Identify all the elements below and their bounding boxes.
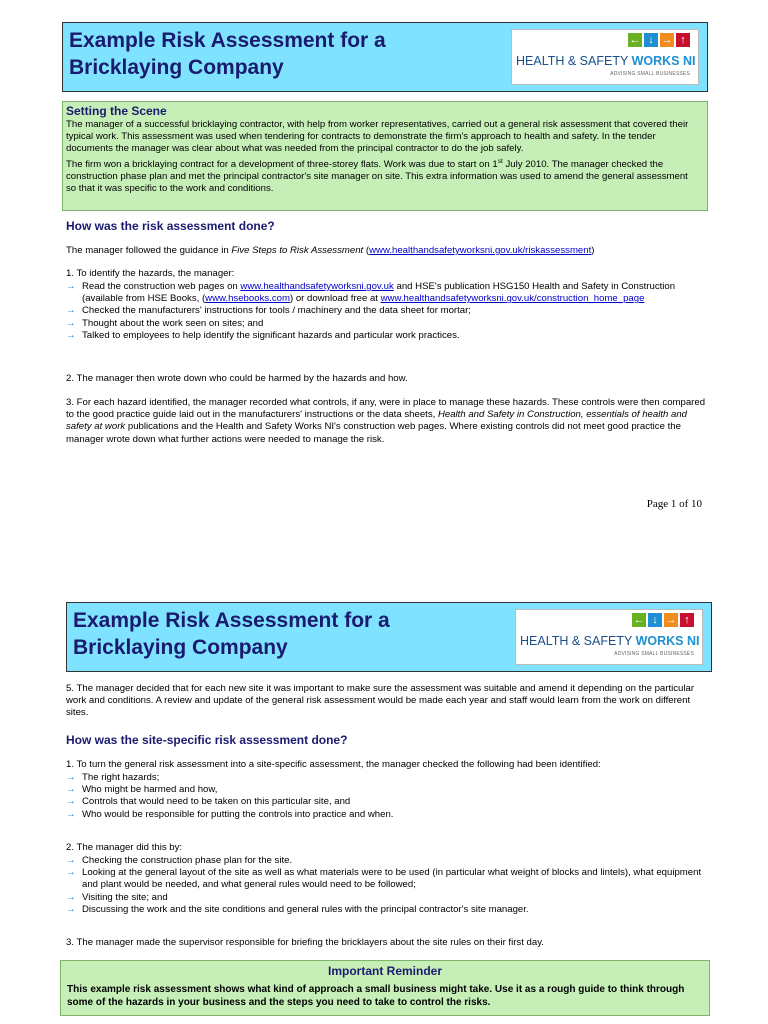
arrow-right-icon: →	[661, 34, 673, 46]
arrow-bullet-icon: →	[66, 867, 76, 879]
step-2-text: 2. The manager then wrote down who could be harmed by the hazards and how.	[66, 373, 408, 384]
site-step-3-text: 3. The manager made the supervisor responsible for briefing the bricklayers about the site rules on their first day.	[66, 937, 544, 948]
site-step-1-intro: 1. To turn the general risk assessment into a site-specific assessment, the manager checked the following had been identified:	[66, 759, 601, 770]
scene-paragraph-1: The manager of a successful bricklaying contractor, with help from worker representatives, carried out a general risk assessment that covered their typical work. This assessment was used when tendering for contracts to demonstrate the firm's approach to health and safety. In the tender documents the manager was clear about what was needed from the principal contractor to do the job safely.	[66, 119, 689, 155]
step-3-text: 3. For each hazard identified, the manager recorded what controls, if any, were in place to manage these hazards. These controls were then compared to the good practice guide laid out in the manufacturers' instructions or the data sheets, Health and Safety in Construction, essentials of health and safety at work publications and the Health and Safety Works NI's construction web pages. Where existing controls did not meet good practice the manager wrote down what further actions were needed to manage the risk.	[66, 397, 706, 445]
arrow-bullet-icon: →	[66, 808, 76, 820]
risk-assessment-link[interactable]: www.healthandsafetyworksni.gov.uk/riskassessment	[369, 245, 592, 256]
arrow-right-icon: →	[665, 614, 677, 626]
construction-home-link[interactable]: www.healthandsafetyworksni.gov.uk/construction_home_page	[380, 293, 645, 305]
arrow-bullet-icon: →	[66, 891, 76, 903]
list-item: → Discussing the work and the site conditions and general rules with the principal contractor's site manager.	[66, 903, 529, 915]
document-title: Example Risk Assessment for a Bricklaying Company	[69, 29, 386, 79]
reminder-text: This example risk assessment shows what kind of approach a small business might take. Use it as a rough guide to think through some of the hazards in your business and the steps you need to take to control the risks.	[67, 984, 685, 1008]
arrow-down-icon: ↓	[644, 33, 658, 47]
arrow-bullet-icon: →	[66, 772, 76, 783]
reminder-title: Important Reminder	[327, 964, 442, 978]
list-item: → Controls that would need to be taken on this particular site, and	[66, 796, 351, 808]
logo-wordmark: HEALTH & SAFETY WORKS NI	[516, 54, 696, 68]
setting-the-scene-box	[62, 101, 708, 211]
step-5-text: 5. The manager decided that for each new site it was important to make sure the assessment was suitable and amend it depending on the particular work and conditions. A review and update of the general risk assessment would be made each year and staff would learn from the work on different sites.	[66, 683, 695, 719]
list-item: → Who might be harmed and how,	[66, 784, 218, 796]
arrow-left-icon: ←	[633, 614, 645, 626]
list-item: → Looking at the general layout of the site as well as what materials were to be used (in particular what weight of blocks and lintels), what equipment and plant would be needed, and what general rules would need to be followed;	[66, 867, 702, 891]
list-item: → Checked the manufacturers' instructions for tools / machinery and the data sheet for mortar;	[66, 305, 471, 317]
scene-paragraph-2: The firm won a bricklaying contract for a development of three-storey flats. Work was due to start on 1st July 2010. The manager checked the construction phase plan and met the principal contractor's site manager on site. This extra information was used to amend the general assessment so that it was specific to the work and conditions.	[66, 157, 688, 195]
hsebooks-link[interactable]: www.hsebooks.com	[205, 293, 290, 305]
list-item: → Talked to employees to help identify the significant hazards and particular work practices.	[66, 329, 460, 341]
arrow-left-icon: ←	[629, 34, 641, 46]
guidance-line: The manager followed the guidance in Five Steps to Risk Assessment (www.healthandsafetyworksni.gov.uk/riskassessment)	[66, 245, 595, 256]
arrow-down-icon: ↓	[648, 613, 662, 627]
how-assessment-done-heading: How was the risk assessment done?	[66, 219, 275, 233]
site-step-2-intro: 2. The manager did this by:	[66, 842, 183, 853]
logo-tagline: ADVISING SMALL BUSINESSES	[610, 71, 690, 77]
arrow-bullet-icon: →	[66, 329, 76, 341]
list-item: → Read the construction web pages on www.healthandsafetyworksni.gov.uk and HSE's publication HSG150 Health and Safety in Construction (available from HSE Books, (www.hsebooks.com) or download free at www.healthandsafetyworksni.gov.uk/construction_home_page	[66, 281, 676, 305]
site-actions-list	[66, 855, 708, 916]
arrow-bullet-icon: →	[66, 305, 76, 317]
arrow-bullet-icon: →	[66, 784, 76, 796]
list-item: → The right hazards;	[66, 772, 160, 783]
arrow-bullet-icon: →	[66, 855, 76, 866]
list-item: → Visiting the site; and	[66, 891, 168, 903]
logo-arrows	[628, 33, 690, 47]
scene-heading: Setting the Scene	[66, 104, 167, 118]
step-1-intro: 1. To identify the hazards, the manager:	[66, 268, 235, 279]
arrow-bullet-icon: →	[66, 903, 76, 915]
important-reminder-box	[60, 960, 710, 1016]
site-specific-heading: How was the site-specific risk assessment done?	[66, 733, 348, 747]
arrow-up-icon: ↑	[676, 33, 690, 47]
title-banner	[66, 602, 712, 672]
arrow-up-icon: ↑	[680, 613, 694, 627]
page-number: Page 1 of 10	[646, 498, 702, 510]
arrow-bullet-icon: →	[66, 317, 76, 329]
hsw-ni-logo	[515, 609, 703, 665]
title-banner	[62, 22, 708, 92]
arrow-bullet-icon: →	[66, 796, 76, 808]
hsw-ni-logo	[511, 29, 699, 85]
arrow-bullet-icon: →	[66, 281, 76, 292]
scene-text	[66, 119, 698, 195]
list-item: → Who would be responsible for putting the controls into practice and when.	[66, 808, 394, 820]
logo-wordmark: HEALTH & SAFETY WORKS NI	[520, 634, 700, 648]
logo-arrows	[632, 613, 694, 627]
site-checklist	[66, 772, 708, 821]
document-title: Example Risk Assessment for a Bricklaying Company	[73, 609, 390, 659]
list-item: → Checking the construction phase plan for the site.	[66, 855, 293, 866]
page-2	[0, 560, 768, 1024]
hswni-link[interactable]: www.healthandsafetyworksni.gov.uk	[240, 281, 394, 292]
hazard-identification-list	[66, 281, 706, 342]
list-item: → Thought about the work seen on sites; and	[66, 317, 264, 329]
logo-tagline: ADVISING SMALL BUSINESSES	[614, 651, 694, 657]
